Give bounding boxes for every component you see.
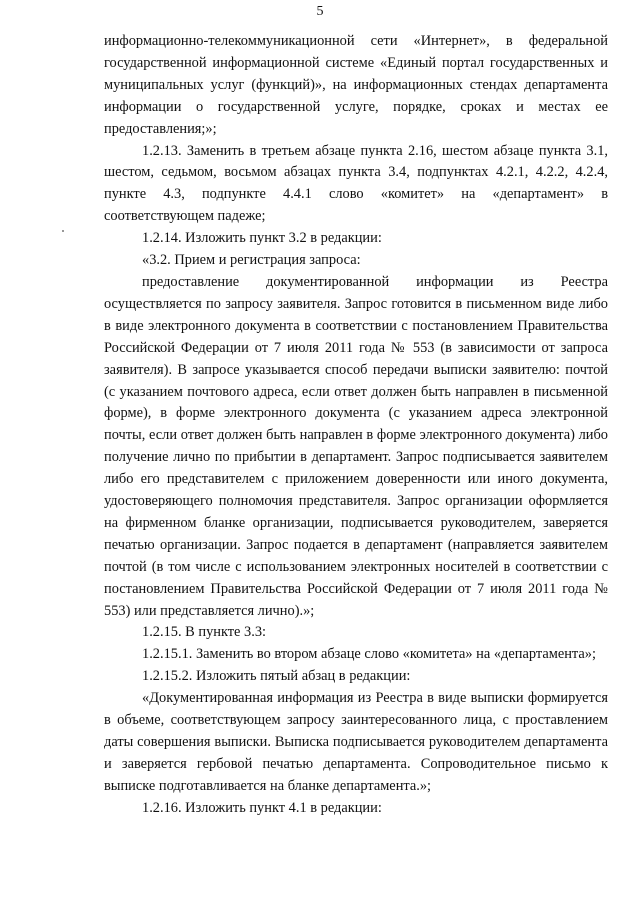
paragraph-quoted-extract: «Документированная информация из Реестра в виде выписки формируется в объеме, соответствующем запросу заинтересованного лица, с проставлением даты совершения выписки. Выписка подписывается руководителем департамента и заверяется гербовой печатью департамента. Сопроводительное письмо к выписке подготавливается на бланке департамента.»; xyxy=(104,690,608,794)
paragraph-1-2-15-1: 1.2.15.1. Заменить во втором абзаце слово «комитета» на «департамента»; xyxy=(142,646,596,663)
paragraph-1-2-13: 1.2.13. Заменить в третьем абзаце пункта 2.16, шестом абзаце пункта 3.1, шестом, седьмом, восьмом абзацах пункта 3.4, подпунктах 4.2.1, 4.2.2, 4.2.4, пункте 4.3, подпункте 4.4.1 слово «комитет» на «департамент» в соответствующем падеже; xyxy=(104,142,608,225)
paragraph-1-2-14: 1.2.14. Изложить пункт 3.2 в редакции: xyxy=(142,230,382,247)
paragraph-3-2-body: предоставление документированной информации из Реестра осуществляется по запросу заявителя. Запрос готовится в письменном виде либо в виде электронного документа в соответствии с постановлением Правительства Российской Федерации от 7 июля 2011 года № 553 (в зависимости от запроса заявителя). В запросе указывается способ передачи выписки заявителю: почтой (с указанием почтового адреса, если ответ должен быть направлен в письменной форме), в форме электронного документа (с указанием адреса электронной почты, если ответ должен быть направлен в форме электронного документа) либо получение лично по прибытии в департамент. Запрос подписывается заявителем либо его представителем с приложением доверенности или иного документа, удостоверяющего полномочия представителя. Запрос организации оформляется на фирменном бланке организации, подписывается руководителем, заверяется печатью организации. Запрос подается в департамент (направляется заявителем почтой (в том числе с использованием электронных носителей в соответствии с постановлением Правительства Российской Федерации от 7 июля 2011 года № 553) или представляется лично).»; xyxy=(104,273,608,619)
paragraph-continuation: информационно-телекоммуникационной сети «Интернет», в федеральной государственной информационной системе «Единый портал государственных и муниципальных услуг (функций)», на информационных стендах департамента информации о государственной услуге, порядке, сроках и местах ее предоставления;»; xyxy=(104,33,608,137)
paragraph-1-2-16: 1.2.16. Изложить пункт 4.1 в редакции: xyxy=(142,799,382,816)
page-number: 5 xyxy=(316,4,324,19)
paragraph-1-2-15: 1.2.15. В пункте 3.3: xyxy=(142,624,267,641)
margin-mark xyxy=(62,230,64,232)
paragraph-1-2-15-2: 1.2.15.2. Изложить пятый абзац в редакции: xyxy=(142,668,411,685)
document-body xyxy=(104,31,608,820)
paragraph-3-2-heading: «3.2. Прием и регистрация запроса: xyxy=(142,252,361,269)
